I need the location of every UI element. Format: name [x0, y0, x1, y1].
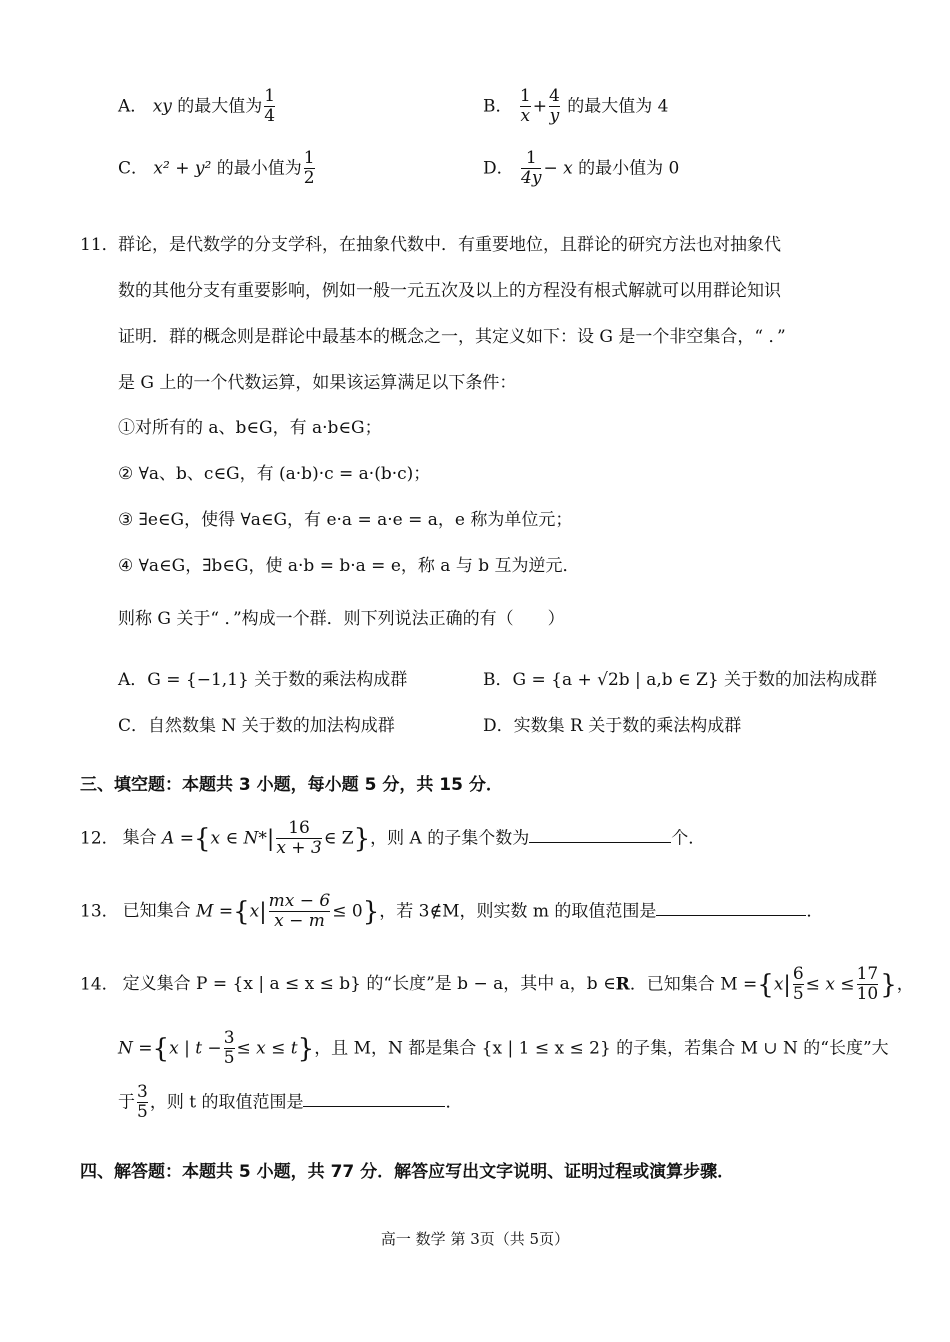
q11-conclusion: 则称 G 关于“ ．”构成一个群．则下列说法正确的有（ ） [118, 609, 565, 629]
q10-option-d: D． $\frac{1}{4y}$ − x 的最小值为 0 [483, 148, 680, 188]
q12-answer-blank[interactable] [529, 826, 671, 843]
q11-option-b: B．G = {a + √2b | a,b ∈ Z} 关于数的加法构成群 [483, 670, 878, 690]
page-footer: 高一 数学 第 3页（共 5页） [380, 1230, 570, 1248]
q14-line-2: N ={x | t − $\frac{3}{5}$ ≤ x ≤ t}，且 M，N 都是集合 {x | 1 ≤ x ≤ 2} 的子集，若集合 M ∪ N 的“长度”大 [118, 1028, 889, 1068]
q11-condition-3: ③ ∃e∈G，使得 ∀a∈G，有 e·a = a·e = a，e 称为单位元； [118, 510, 573, 530]
q11-option-a: A．G = {−1,1} 关于数的乘法构成群 [118, 670, 408, 690]
q12: 12． 集合 A ={x ∈ N*| $\frac{16}{x + 3}$ ∈ Z}，则 A 的子集个数为 个． [80, 818, 706, 858]
q11-line-1: 群论，是代数学的分支学科，在抽象代数中．有重要地位，且群论的研究方法也对抽象代 [118, 235, 781, 255]
q10-option-c: C． x² + y² 的最小值为 $\frac{1}{2}$ [118, 148, 315, 188]
q11-option-d: D．实数集 R 关于数的乘法构成群 [483, 716, 742, 736]
q13: 13． 已知集合 M ={x| $\frac{mx - 6}{x - m}$ ≤ 0}，若 3∉M，则实数 m 的取值范围是 ． [80, 891, 824, 931]
q11-condition-4: ④ ∀a∈G，∃b∈G，使 a·b = b·a = e，称 a 与 b 互为逆元． [118, 556, 580, 576]
q11-line-4: 是 G 上的一个代数运算，如果该运算满足以下条件： [118, 373, 517, 393]
q11-line-2: 数的其他分支有重要影响，例如一般一元五次及以上的方程没有根式解就可以用群论知识 [118, 281, 781, 301]
q11-condition-1: ①对所有的 a、b∈G，有 a·b∈G； [118, 418, 382, 438]
q10-option-a: A． xy 的最大值为 $\frac{1}{4}$ [118, 86, 276, 126]
section-4-heading: 四、解答题：本题共 5 小题，共 77 分．解答应写出文字说明、证明过程或演算步骤． [80, 1162, 735, 1182]
q11-option-c: C．自然数集 N 关于数的加法构成群 [118, 716, 395, 736]
q11-condition-2: ② ∀a、b、c∈G，有 (a·b)·c = a·(b·c)； [118, 464, 431, 484]
section-3-heading: 三、填空题：本题共 3 小题，每小题 5 分，共 15 分． [80, 775, 503, 795]
q13-answer-blank[interactable] [656, 899, 806, 916]
q11-line-3: 证明．群的概念则是群论中最基本的概念之一，其定义如下：设 G 是一个非空集合，“ ．” [118, 327, 786, 347]
q14-answer-blank[interactable] [303, 1090, 445, 1107]
q10-option-b: B． $\frac{1}{x}$ + $\frac{4}{y}$ 的最大值为 4 [483, 86, 669, 126]
q11-number: 11． [80, 235, 119, 255]
q14-line-1: 14． 定义集合 P = {x | a ≤ x ≤ b} 的“长度”是 b − a，其中 a，b ∈R．已知集合 M ={x| $\frac{6}{5}$ ≤ x ≤ $\frac{17}{10}$ }， [80, 964, 914, 1004]
q14-line-3: 于 $\frac{3}{5}$ ，则 t 的取值范围是 ． [118, 1082, 463, 1122]
